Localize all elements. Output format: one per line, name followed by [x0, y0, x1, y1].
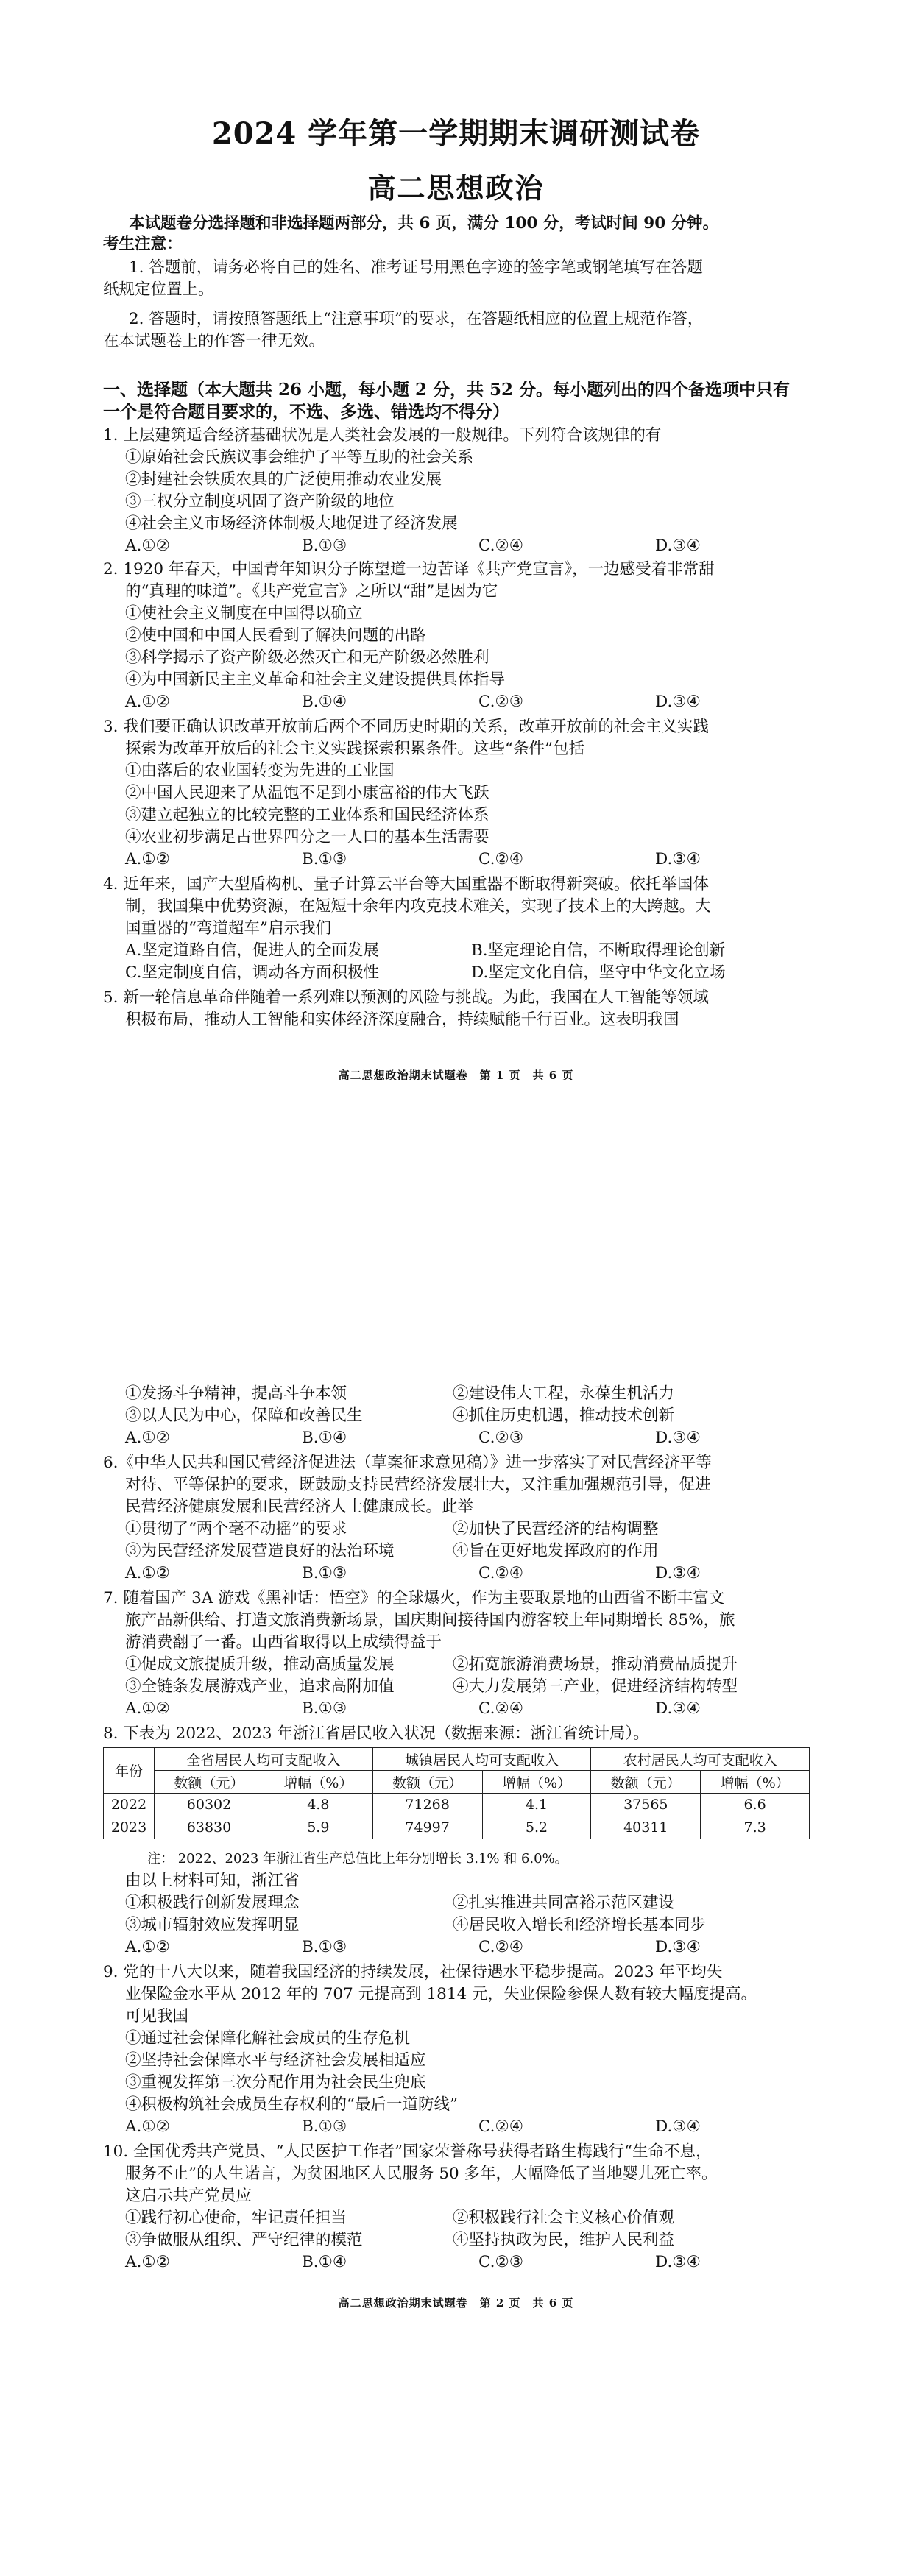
q8-stem: 8. 下表为 2022、2023 年浙江省居民收入状况（数据来源：浙江省统计局）。	[103, 1724, 649, 1743]
table-subheader: 数额（元）	[591, 1771, 701, 1794]
exam-page-2	[0, 1384, 912, 2576]
table-cell: 63830	[155, 1816, 264, 1839]
table-cell: 60302	[155, 1794, 264, 1816]
q5-stem: 积极布局，推动人工智能和实体经济深度融合，持续赋能千行百业。这表明我国	[125, 1011, 679, 1029]
table-header-row	[104, 1748, 810, 1771]
q5-item: ③以人民为中心，保障和改善民生	[125, 1406, 363, 1425]
q3-option-d: D.③④	[655, 850, 701, 868]
table-subheader: 数额（元）	[372, 1771, 482, 1794]
q5-option-b: B.①④	[302, 1429, 347, 1447]
q8-item: ④居民收入增长和经济增长基本同步	[453, 1916, 707, 1934]
q1-item: ②封建社会铁质农具的广泛使用推动农业发展	[125, 470, 442, 489]
q9-option-c: C.②④	[478, 2117, 524, 2136]
q4-option-c: C.坚定制度自信，调动各方面积极性	[125, 963, 380, 982]
income-table	[103, 1747, 810, 1839]
q2-option-c: C.②③	[478, 693, 524, 711]
q5-item: ②建设伟大工程，永葆生机活力	[453, 1384, 675, 1403]
q9-option-a: A.①②	[125, 2117, 170, 2136]
q7-item: ②拓宽旅游消费场景，推动消费品质提升	[453, 1655, 738, 1674]
table-cell: 5.2	[482, 1816, 591, 1839]
q3-item: ③建立起独立的比较完整的工业体系和国民经济体系	[125, 806, 489, 824]
notice-1b: 纸规定位置上。	[103, 280, 214, 299]
q7-option-b: B.①③	[302, 1699, 347, 1718]
q4-stem: 国重器的“弯道超车”启示我们	[125, 919, 331, 938]
q6-option-b: B.①③	[302, 1564, 347, 1582]
table-cell: 4.1	[482, 1794, 591, 1816]
q10-option-a: A.①②	[125, 2253, 170, 2271]
q9-item: ①通过社会保障化解社会成员的生存危机	[125, 2029, 411, 2048]
q1-stem: 1. 上层建筑适合经济基础状况是人类社会发展的一般规律。下列符合该规律的有	[103, 426, 662, 445]
table-cell: 2023	[104, 1816, 155, 1839]
q1-item: ①原始社会氏族议事会维护了平等互助的社会关系	[125, 448, 474, 467]
intro: 本试题卷分选择题和非选择题两部分，共 6 页，满分 100 分，考试时间 90 分钟。	[129, 214, 719, 233]
q4-stem: 4. 近年来，国产大型盾构机、量子计算云平台等大国重器不断取得新突破。依托举国体	[103, 875, 709, 894]
page-footer: 高二思想政治期末试题卷 第 2 页 共 6 页	[338, 2296, 574, 2310]
q10-item: ③争做服从组织、严守纪律的模范	[125, 2231, 363, 2249]
q5-option-a: A.①②	[125, 1429, 170, 1447]
q9-option-d: D.③④	[655, 2117, 701, 2136]
q8-item: ②扎实推进共同富裕示范区建设	[453, 1894, 675, 1912]
q5-item: ①发扬斗争精神，提高斗争本领	[125, 1384, 347, 1403]
q10-item: ④坚持执政为民，维护人民利益	[453, 2231, 675, 2249]
table-cell: 6.6	[701, 1794, 810, 1816]
q5-option-c: C.②③	[478, 1429, 524, 1447]
table-cell: 37565	[591, 1794, 701, 1816]
notice-2b: 在本试题卷上的作答一律无效。	[103, 332, 325, 350]
q6-item: ①贯彻了“两个毫不动摇”的要求	[125, 1520, 347, 1538]
q7-item: ③全链条发展游戏产业，追求高附加值	[125, 1677, 395, 1696]
q9-stem: 可见我国	[125, 2007, 189, 2025]
q10-stem: 10. 全国优秀共产党员、“人民医护工作者”国家荣誉称号获得者路生梅践行“生命不息，	[103, 2142, 712, 2161]
page-footer: 高二思想政治期末试题卷 第 1 页 共 6 页	[338, 1069, 574, 1082]
notice-2a: 2. 答题时，请按照答题纸上“注意事项”的要求，在答题纸相应的位置上规范作答，	[129, 310, 704, 328]
exam-title: 2024 学年第一学期期末调研测试卷	[211, 116, 701, 151]
table-cell: 2022	[104, 1794, 155, 1816]
q1-item: ④社会主义市场经济体制极大地促进了经济发展	[125, 514, 458, 533]
q2-item: ②使中国和中国人民看到了解决问题的出路	[125, 626, 426, 645]
q7-option-d: D.③④	[655, 1699, 701, 1718]
q6-stem: 民营经济健康发展和民营经济人士健康成长。此举	[125, 1498, 474, 1516]
table-subheader: 增幅（%）	[701, 1771, 810, 1794]
table-header-group: 城镇居民人均可支配收入	[372, 1748, 591, 1771]
q10-option-c: C.②③	[478, 2253, 524, 2271]
table-cell: 5.9	[264, 1816, 373, 1839]
q5-option-d: D.③④	[655, 1429, 701, 1447]
table-subheader: 增幅（%）	[264, 1771, 373, 1794]
q8-item: ③城市辐射效应发挥明显	[125, 1916, 300, 1934]
q4-option-b: B.坚定理论自信，不断取得理论创新	[471, 941, 726, 960]
q3-stem: 3. 我们要正确认识改革开放前后两个不同历史时期的关系，改革开放前的社会主义实践	[103, 718, 709, 736]
table-subheader: 数额（元）	[155, 1771, 264, 1794]
q8-option-a: A.①②	[125, 1938, 170, 1956]
q3-item: ④农业初步满足占世界四分之一人口的基本生活需要	[125, 828, 489, 846]
table-cell: 40311	[591, 1816, 701, 1839]
notice-1a: 1. 答题前，请务必将自己的姓名、准考证号用黑色字迹的签字笔或钢笔填写在答题	[129, 258, 703, 277]
q6-item: ③为民营经济发展营造良好的法治环境	[125, 1542, 395, 1560]
section-heading-a: 一、选择题（本大题共 26 小题，每小题 2 分，共 52 分。每小题列出的四个备选项中只有	[103, 380, 791, 400]
q9-item: ③重视发挥第三次分配作用为社会民生兜底	[125, 2073, 426, 2092]
q3-item: ①由落后的农业国转变为先进的工业国	[125, 762, 395, 780]
table-row	[104, 1794, 810, 1816]
q3-option-c: C.②④	[478, 850, 524, 868]
q6-option-c: C.②④	[478, 1564, 524, 1582]
q3-stem: 探索为改革开放后的社会主义实践探索积累条件。这些“条件”包括	[125, 740, 584, 758]
q2-item: ①使社会主义制度在中国得以确立	[125, 604, 363, 623]
table-header-year: 年份	[104, 1748, 155, 1794]
q5-item: ④抓住历史机遇，推动技术创新	[453, 1406, 675, 1425]
q6-option-a: A.①②	[125, 1564, 170, 1582]
table-subheader: 增幅（%）	[482, 1771, 591, 1794]
table-cell: 4.8	[264, 1794, 373, 1816]
q10-stem: 这启示共产党员应	[125, 2187, 252, 2205]
q1-item: ③三权分立制度巩固了资产阶级的地位	[125, 492, 395, 511]
table-cell: 71268	[372, 1794, 482, 1816]
q7-stem: 7. 随着国产 3A 游戏《黑神话：悟空》的全球爆火，作为主要取景地的山西省不断丰富文	[103, 1589, 725, 1607]
q7-option-c: C.②④	[478, 1699, 524, 1718]
q1-option-c: C.②④	[478, 537, 524, 555]
table-subheader-row	[104, 1771, 810, 1794]
q7-item: ①促成文旅提质升级，推动高质量发展	[125, 1655, 395, 1674]
q3-item: ②中国人民迎来了从温饱不足到小康富裕的伟大飞跃	[125, 784, 489, 802]
q9-option-b: B.①③	[302, 2117, 347, 2136]
q4-option-d: D.坚定文化自信，坚守中华文化立场	[471, 963, 726, 982]
q2-item: ③科学揭示了资产阶级必然灭亡和无产阶级必然胜利	[125, 648, 489, 667]
q9-item: ④积极构筑社会成员生存权利的“最后一道防线”	[125, 2095, 458, 2114]
q8-option-c: C.②④	[478, 1938, 524, 1956]
q2-item: ④为中国新民主主义革命和社会主义建设提供具体指导	[125, 670, 506, 689]
q8-stem: 由以上材料可知，浙江省	[125, 1872, 300, 1890]
q8-item: ①积极践行创新发展理念	[125, 1894, 300, 1912]
q6-stem: 6.《中华人民共和国民营经济促进法（草案征求意见稿）》进一步落实了对民营经济平等	[103, 1454, 712, 1472]
q10-item: ①践行初心使命，牢记责任担当	[125, 2209, 347, 2227]
q1-option-d: D.③④	[655, 537, 701, 555]
q7-stem: 旅产品新供给、打造文旅消费新场景，国庆期间接待国内游客较上年同期增长 85%，旅	[125, 1611, 735, 1630]
subject-title: 高二思想政治	[367, 171, 545, 205]
table-header-group: 农村居民人均可支配收入	[591, 1748, 810, 1771]
table-cell: 7.3	[701, 1816, 810, 1839]
q7-item: ④大力发展第三产业，促进经济结构转型	[453, 1677, 738, 1696]
q3-option-b: B.①③	[302, 850, 347, 868]
q2-option-b: B.①④	[302, 693, 347, 711]
q7-option-a: A.①②	[125, 1699, 170, 1718]
q1-option-a: A.①②	[125, 537, 170, 555]
q2-stem: 2. 1920 年春天，中国青年知识分子陈望道一边苦译《共产党宣言》，一边感受着非常甜	[103, 560, 715, 578]
q10-option-d: D.③④	[655, 2253, 701, 2271]
q4-stem: 制，我国集中优势资源，在短短十余年内攻克技术难关，实现了技术上的大跨越。大	[125, 897, 711, 916]
table-cell: 74997	[372, 1816, 482, 1839]
table-row	[104, 1816, 810, 1839]
q7-stem: 游消费翻了一番。山西省取得以上成绩得益于	[125, 1633, 442, 1652]
q1-option-b: B.①③	[302, 537, 347, 555]
q9-stem: 9. 党的十八大以来，随着我国经济的持续发展，社保待遇水平稳步提高。2023 年平均失	[103, 1963, 723, 1981]
notice-title: 考生注意：	[103, 235, 183, 253]
table-header-group: 全省居民人均可支配收入	[155, 1748, 373, 1771]
q10-option-b: B.①④	[302, 2253, 347, 2271]
q10-item: ②积极践行社会主义核心价值观	[453, 2209, 675, 2227]
q6-stem: 对待、平等保护的要求，既鼓励支持民营经济发展壮大，又注重加强规范引导，促进	[125, 1476, 711, 1494]
q8-option-d: D.③④	[655, 1938, 701, 1956]
q4-option-a: A.坚定道路自信，促进人的全面发展	[125, 941, 379, 960]
q10-stem: 服务不止”的人生诺言，为贫困地区人民服务 50 多年，大幅降低了当地婴儿死亡率。	[125, 2165, 718, 2183]
q2-stem: 的“真理的味道”。《共产党宣言》之所以“甜”是因为它	[125, 582, 498, 601]
q9-item: ②坚持社会保障水平与经济社会发展相适应	[125, 2051, 426, 2070]
table-note: 注： 2022、2023 年浙江省生产总值比上年分别增长 3.1% 和 6.0%。	[147, 1851, 568, 1866]
q8-option-b: B.①③	[302, 1938, 347, 1956]
section-heading-b: 一个是符合题目要求的，不选、多选、错选均不得分）	[103, 402, 509, 422]
q3-option-a: A.①②	[125, 850, 170, 868]
q5-stem: 5. 新一轮信息革命伴随着一系列难以预测的风险与挑战。为此，我国在人工智能等领域	[103, 988, 709, 1007]
q6-option-d: D.③④	[655, 1564, 701, 1582]
q6-item: ②加快了民营经济的结构调整	[453, 1520, 659, 1538]
q2-option-d: D.③④	[655, 693, 701, 711]
q2-option-a: A.①②	[125, 693, 170, 711]
q6-item: ④旨在更好地发挥政府的作用	[453, 1542, 659, 1560]
q9-stem: 业保险金水平从 2012 年的 707 元提高到 1814 元，失业保险参保人数有较大幅度提高。	[125, 1985, 757, 2003]
exam-page-1	[0, 0, 912, 1266]
